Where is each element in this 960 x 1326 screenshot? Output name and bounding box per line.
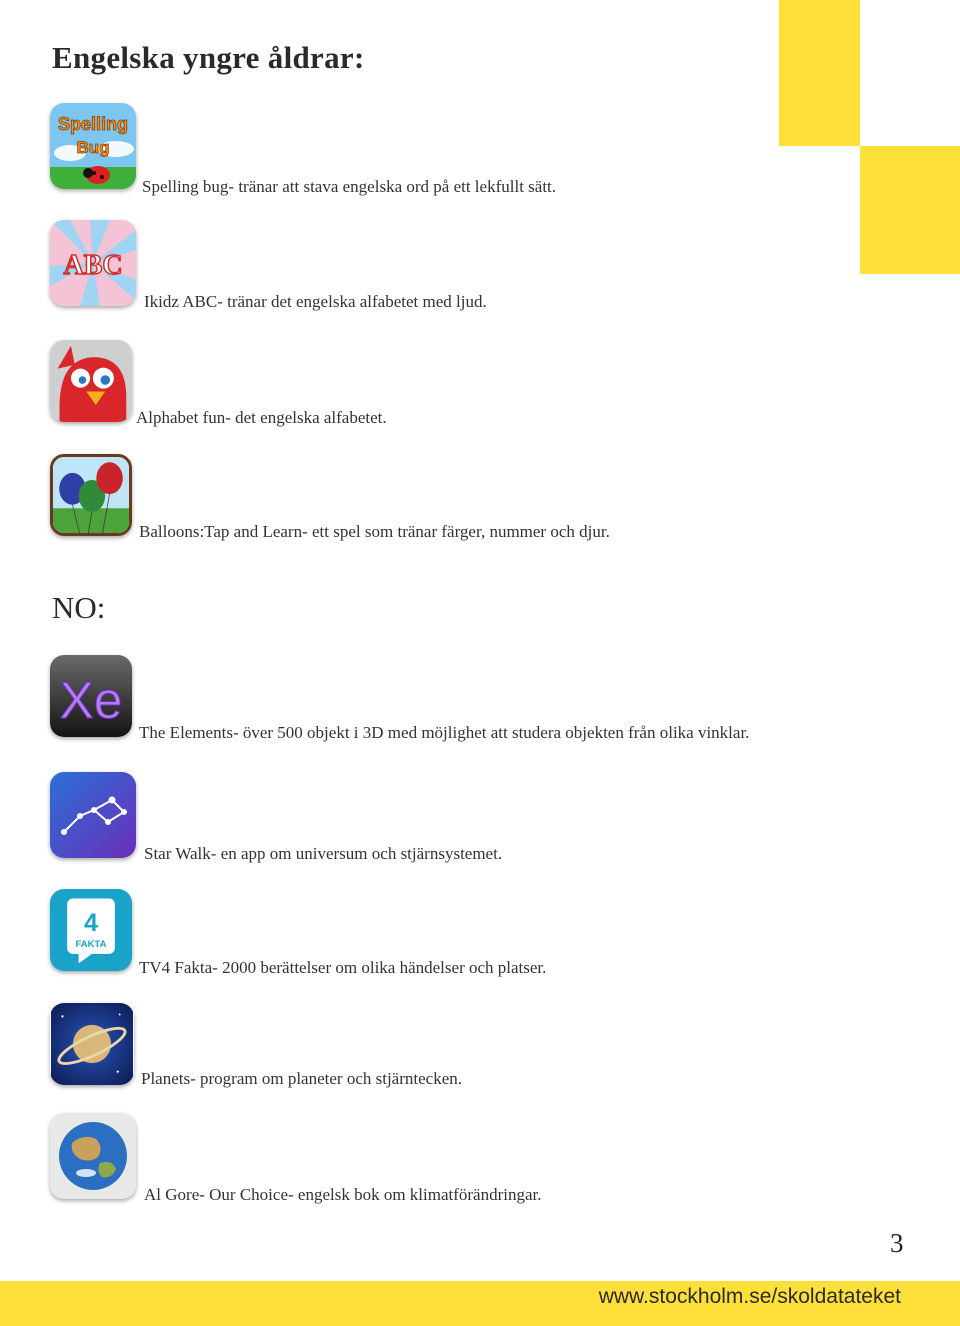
app-item-al-gore-our-choice xyxy=(50,1113,930,1203)
svg-text:Spelling: Spelling xyxy=(57,114,129,134)
svg-text:FAKTA: FAKTA xyxy=(75,939,107,951)
app-description: Star Walk- en app om universum och stjärnsystemet. xyxy=(144,844,503,863)
app-item-alphabet-fun xyxy=(50,340,930,430)
app-item-planets xyxy=(50,1003,930,1093)
section-title-no: NO: xyxy=(52,590,106,625)
app-description: Alphabet fun- det engelska alfabetet. xyxy=(136,408,387,427)
al-gore-our-choice-icon xyxy=(50,1113,136,1199)
app-item-balloons xyxy=(50,454,930,544)
the-elements-icon xyxy=(50,655,132,737)
footer-url: www.stockholm.se/skoldatateket xyxy=(598,1285,901,1308)
svg-text:ABC: ABC xyxy=(63,250,123,281)
app-item-the-elements xyxy=(50,655,930,745)
ikidz-abc-icon xyxy=(50,220,136,306)
app-description: The Elements- över 500 objekt i 3D med möjlighet att studera objekten från olika vinklar. xyxy=(139,723,750,742)
app-description: TV4 Fakta- 2000 berättelser om olika händelser och platser. xyxy=(139,958,547,977)
svg-text:Bug: Bug xyxy=(76,138,110,157)
app-description: Planets- program om planeter och stjärntecken. xyxy=(141,1069,462,1088)
svg-text:Xe: Xe xyxy=(59,670,123,729)
balloons-icon xyxy=(50,454,132,536)
spelling-bug-icon xyxy=(50,103,136,189)
app-description: Al Gore- Our Choice- engelsk bok om klimatförändringar. xyxy=(144,1185,542,1204)
app-item-ikidz-abc xyxy=(50,220,930,310)
alphabet-fun-icon xyxy=(50,340,132,422)
app-description: Ikidz ABC- tränar det engelska alfabetet med ljud. xyxy=(144,292,487,311)
page-title: Engelska yngre åldrar: xyxy=(52,40,365,75)
page-number: 3 xyxy=(890,1228,904,1258)
app-item-star-walk xyxy=(50,772,930,862)
tv4-fakta-icon xyxy=(50,889,132,971)
app-item-spelling-bug xyxy=(50,103,930,196)
app-item-tv4-fakta xyxy=(50,889,930,979)
app-description: Spelling bug- tränar att stava engelska ord på ett lekfullt sätt. xyxy=(142,177,557,196)
star-walk-icon xyxy=(50,772,136,858)
planets-icon xyxy=(50,1003,134,1085)
svg-text:4: 4 xyxy=(84,909,98,937)
app-description: Balloons:Tap and Learn- ett spel som tränar färger, nummer och djur. xyxy=(139,522,610,541)
